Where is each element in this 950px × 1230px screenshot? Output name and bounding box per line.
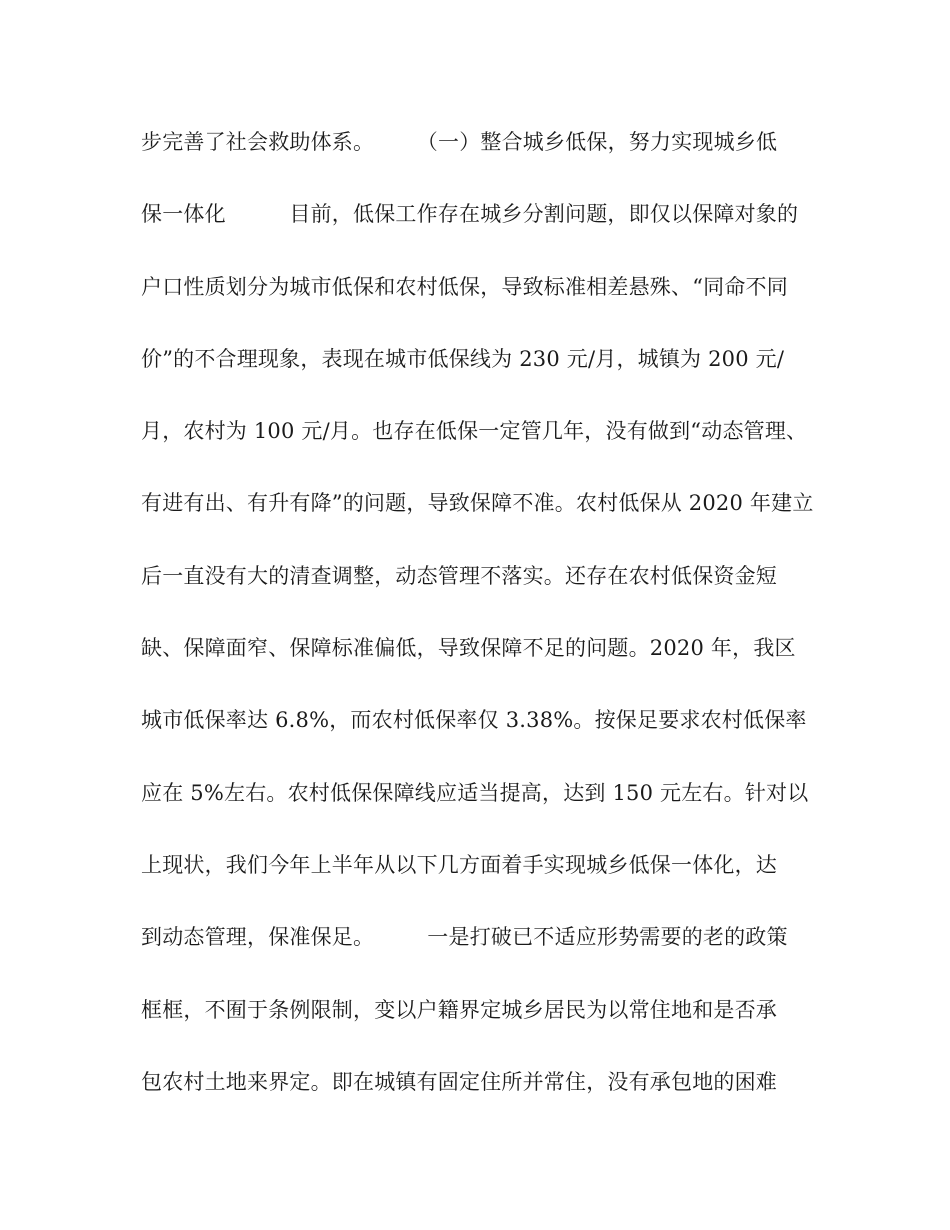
text-line: 应在 5%左右。农村低保保障线应适当提高，达到 150 元左右。针对以 bbox=[141, 780, 809, 805]
text-line: 月，农村为 100 元/月。也存在低保一定管几年，没有做到“动态管理、 bbox=[141, 419, 808, 444]
body-text bbox=[141, 122, 821, 1134]
text-line: 后一直没有大的清查调整，动态管理不落实。还存在农村低保资金短 bbox=[141, 563, 777, 588]
text-line: 有进有出、有升有降”的问题，导致保障不准。农村低保从 2020 年建立 bbox=[141, 491, 814, 516]
text-line: 步完善了社会救助体系。 （一）整合城乡低保，努力实现城乡低 bbox=[141, 130, 778, 154]
text-line: 上现状，我们今年上半年从以下几方面着手实现城乡低保一体化，达 bbox=[141, 852, 777, 877]
text-line: 户口性质划分为城市低保和农村低保，导致标准相差悬殊、“同命不同 bbox=[141, 274, 788, 299]
text-line: 框框，不囿于条例限制，变以户籍界定城乡居民为以常住地和是否承 bbox=[141, 997, 777, 1022]
text-line: 缺、保障面窄、保障标准偏低，导致保障不足的问题。2020 年，我区 bbox=[141, 636, 796, 661]
text-line: 城市低保率达 6.8%，而农村低保率仅 3.38%。按保足要求农村低保率 bbox=[141, 708, 807, 733]
text-line: 到动态管理，保准保足。 一是打破已不适应形势需要的老的政策 bbox=[141, 925, 788, 950]
text-line: 保一体化 目前，低保工作存在城乡分割问题，即仅以保障对象的 bbox=[141, 202, 799, 227]
text-line: 价”的不合理现象，表现在城市低保线为 230 元/月，城镇为 200 元/ bbox=[141, 346, 785, 371]
text-line: 包农村土地来界定。即在城镇有固定住所并常住，没有承包地的困难 bbox=[141, 1069, 777, 1094]
